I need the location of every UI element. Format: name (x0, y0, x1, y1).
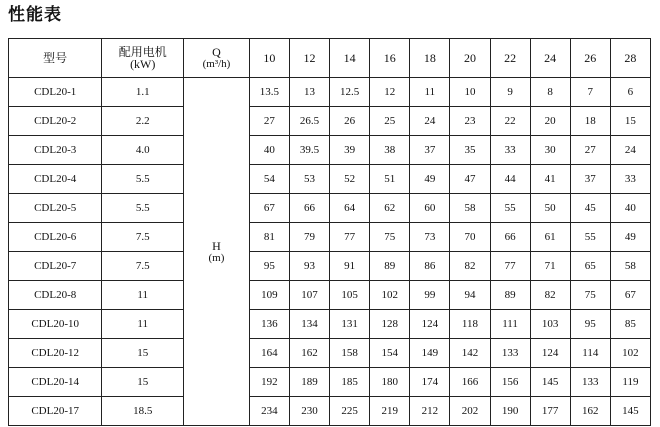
head-value-cell: 66 (490, 223, 530, 252)
head-value-cell: 75 (370, 223, 410, 252)
head-value-cell: 105 (330, 281, 370, 310)
flow-value-header: 14 (330, 39, 370, 78)
head-value-cell: 33 (610, 165, 650, 194)
head-value-cell: 189 (289, 368, 329, 397)
head-value-cell: 95 (570, 310, 610, 339)
head-value-cell: 47 (450, 165, 490, 194)
head-value-cell: 27 (570, 136, 610, 165)
table-row (9, 339, 651, 368)
head-value-cell: 8 (530, 78, 570, 107)
head-value-cell: 7 (570, 78, 610, 107)
head-value-cell: 109 (249, 281, 289, 310)
head-value-cell: 95 (249, 252, 289, 281)
flow-value-header: 20 (450, 39, 490, 78)
head-value-cell: 25 (370, 107, 410, 136)
head-value-cell: 13.5 (249, 78, 289, 107)
power-header: 配用电机 (kW) (102, 39, 184, 78)
table-row (9, 281, 651, 310)
power-cell: 11 (102, 281, 184, 310)
head-value-cell: 158 (330, 339, 370, 368)
head-value-cell: 192 (249, 368, 289, 397)
head-value-cell: 39 (330, 136, 370, 165)
flow-value-header: 28 (610, 39, 650, 78)
head-value-cell: 85 (610, 310, 650, 339)
head-value-cell: 6 (610, 78, 650, 107)
header-row (9, 39, 651, 78)
head-value-cell: 124 (410, 310, 450, 339)
page-title: 性能表 (8, 5, 62, 25)
head-value-cell: 26 (330, 107, 370, 136)
head-value-cell: 86 (410, 252, 450, 281)
head-value-cell: 35 (450, 136, 490, 165)
head-value-cell: 114 (570, 339, 610, 368)
model-cell: CDL20-2 (9, 107, 102, 136)
head-value-cell: 145 (610, 397, 650, 426)
head-value-cell: 54 (249, 165, 289, 194)
head-value-cell: 24 (610, 136, 650, 165)
model-cell: CDL20-7 (9, 252, 102, 281)
head-value-cell: 75 (570, 281, 610, 310)
head-value-cell: 9 (490, 78, 530, 107)
table-row (9, 136, 651, 165)
head-value-cell: 145 (530, 368, 570, 397)
flow-value-header: 26 (570, 39, 610, 78)
head-value-cell: 174 (410, 368, 450, 397)
head-value-cell: 61 (530, 223, 570, 252)
head-value-cell: 142 (450, 339, 490, 368)
table-row (9, 397, 651, 426)
model-cell: CDL20-3 (9, 136, 102, 165)
head-value-cell: 58 (610, 252, 650, 281)
head-value-cell: 94 (450, 281, 490, 310)
head-value-cell: 118 (450, 310, 490, 339)
head-label-cell (184, 78, 250, 426)
head-value-cell: 128 (370, 310, 410, 339)
head-value-cell: 44 (490, 165, 530, 194)
head-value-cell: 190 (490, 397, 530, 426)
head-value-cell: 11 (410, 78, 450, 107)
head-value-cell: 67 (249, 194, 289, 223)
head-value-cell: 60 (410, 194, 450, 223)
head-value-cell: 38 (370, 136, 410, 165)
head-value-cell: 70 (450, 223, 490, 252)
head-value-cell: 40 (249, 136, 289, 165)
head-value-cell: 79 (289, 223, 329, 252)
head-value-cell: 64 (330, 194, 370, 223)
table-row (9, 368, 651, 397)
model-cell: CDL20-8 (9, 281, 102, 310)
head-value-cell: 93 (289, 252, 329, 281)
head-value-cell: 15 (610, 107, 650, 136)
head-value-cell: 82 (450, 252, 490, 281)
power-cell: 7.5 (102, 252, 184, 281)
head-value-cell: 49 (410, 165, 450, 194)
model-cell: CDL20-17 (9, 397, 102, 426)
head-value-cell: 33 (490, 136, 530, 165)
model-cell: CDL20-14 (9, 368, 102, 397)
head-value-cell: 58 (450, 194, 490, 223)
head-value-cell: 71 (530, 252, 570, 281)
head-value-cell: 102 (610, 339, 650, 368)
head-value-cell: 111 (490, 310, 530, 339)
head-value-cell: 24 (410, 107, 450, 136)
head-value-cell: 27 (249, 107, 289, 136)
flow-value-header: 12 (289, 39, 329, 78)
head-value-cell: 49 (610, 223, 650, 252)
head-value-cell: 156 (490, 368, 530, 397)
head-value-cell: 12 (370, 78, 410, 107)
head-value-cell: 107 (289, 281, 329, 310)
model-cell: CDL20-4 (9, 165, 102, 194)
head-value-cell: 102 (370, 281, 410, 310)
head-value-cell: 89 (370, 252, 410, 281)
head-value-cell: 119 (610, 368, 650, 397)
power-cell: 5.5 (102, 165, 184, 194)
head-value-cell: 149 (410, 339, 450, 368)
head-value-cell: 37 (410, 136, 450, 165)
power-cell: 1.1 (102, 78, 184, 107)
head-value-cell: 133 (570, 368, 610, 397)
model-cell: CDL20-12 (9, 339, 102, 368)
flow-value-header: 10 (249, 39, 289, 78)
head-value-cell: 154 (370, 339, 410, 368)
head-value-cell: 53 (289, 165, 329, 194)
flow-value-header: 16 (370, 39, 410, 78)
model-cell: CDL20-10 (9, 310, 102, 339)
head-value-cell: 202 (450, 397, 490, 426)
power-cell: 15 (102, 339, 184, 368)
head-value-cell: 99 (410, 281, 450, 310)
model-cell: CDL20-5 (9, 194, 102, 223)
head-value-cell: 162 (570, 397, 610, 426)
power-cell: 7.5 (102, 223, 184, 252)
flow-value-header: 22 (490, 39, 530, 78)
head-value-cell: 20 (530, 107, 570, 136)
flow-value-header: 18 (410, 39, 450, 78)
head-value-cell: 37 (570, 165, 610, 194)
head-value-cell: 22 (490, 107, 530, 136)
table-row (9, 165, 651, 194)
head-value-cell: 45 (570, 194, 610, 223)
head-unit: (m) (208, 251, 225, 264)
power-cell: 2.2 (102, 107, 184, 136)
head-value-cell: 136 (249, 310, 289, 339)
head-value-cell: 67 (610, 281, 650, 310)
head-value-cell: 81 (249, 223, 289, 252)
head-value-cell: 131 (330, 310, 370, 339)
head-value-cell: 124 (530, 339, 570, 368)
head-value-cell: 162 (289, 339, 329, 368)
table-row (9, 78, 651, 107)
head-value-cell: 73 (410, 223, 450, 252)
head-value-cell: 51 (370, 165, 410, 194)
head-symbol: H (212, 238, 221, 253)
model-cell: CDL20-1 (9, 78, 102, 107)
head-value-cell: 164 (249, 339, 289, 368)
head-value-cell: 180 (370, 368, 410, 397)
head-value-cell: 133 (490, 339, 530, 368)
head-value-cell: 10 (450, 78, 490, 107)
head-value-cell: 41 (530, 165, 570, 194)
power-cell: 11 (102, 310, 184, 339)
head-value-cell: 177 (530, 397, 570, 426)
head-value-cell: 234 (249, 397, 289, 426)
flow-value-header: 24 (530, 39, 570, 78)
head-value-cell: 62 (370, 194, 410, 223)
table-row (9, 252, 651, 281)
head-value-cell: 225 (330, 397, 370, 426)
performance-table (8, 38, 651, 426)
head-value-cell: 23 (450, 107, 490, 136)
head-value-cell: 82 (530, 281, 570, 310)
head-value-cell: 50 (530, 194, 570, 223)
head-value-cell: 18 (570, 107, 610, 136)
head-value-cell: 55 (490, 194, 530, 223)
head-value-cell: 30 (530, 136, 570, 165)
head-value-cell: 66 (289, 194, 329, 223)
head-value-cell: 89 (490, 281, 530, 310)
head-value-cell: 212 (410, 397, 450, 426)
table-row (9, 223, 651, 252)
head-value-cell: 185 (330, 368, 370, 397)
table-row (9, 107, 651, 136)
head-value-cell: 12.5 (330, 78, 370, 107)
head-value-cell: 55 (570, 223, 610, 252)
head-value-cell: 40 (610, 194, 650, 223)
power-cell: 18.5 (102, 397, 184, 426)
head-value-cell: 166 (450, 368, 490, 397)
head-value-cell: 77 (330, 223, 370, 252)
head-value-cell: 26.5 (289, 107, 329, 136)
head-value-cell: 13 (289, 78, 329, 107)
head-value-cell: 230 (289, 397, 329, 426)
power-cell: 4.0 (102, 136, 184, 165)
head-value-cell: 65 (570, 252, 610, 281)
flow-header: Q (m³/h) (184, 39, 250, 78)
head-value-cell: 39.5 (289, 136, 329, 165)
head-value-cell: 91 (330, 252, 370, 281)
model-cell: CDL20-6 (9, 223, 102, 252)
head-value-cell: 219 (370, 397, 410, 426)
head-value-cell: 103 (530, 310, 570, 339)
model-header: 型号 (9, 39, 102, 78)
table-row (9, 194, 651, 223)
power-cell: 5.5 (102, 194, 184, 223)
head-value-cell: 134 (289, 310, 329, 339)
power-cell: 15 (102, 368, 184, 397)
head-value-cell: 77 (490, 252, 530, 281)
table-row (9, 310, 651, 339)
head-value-cell: 52 (330, 165, 370, 194)
